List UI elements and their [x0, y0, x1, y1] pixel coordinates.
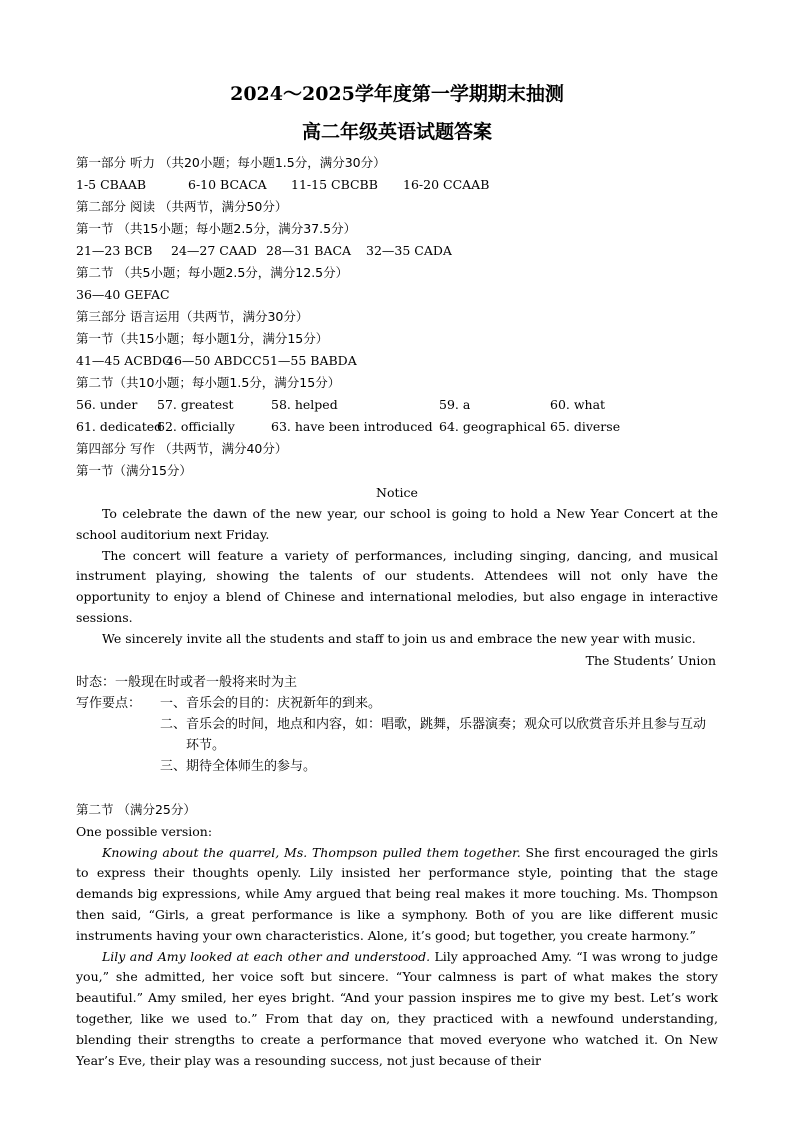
part1-heading: 第一部分 听力 （共20小题；每小题1.5分，满分30分） — [76, 155, 386, 170]
points-label: 写作要点： — [76, 695, 142, 711]
fill-answer: 62. officially — [157, 419, 235, 434]
answer-group: 21—23 BCB — [76, 243, 153, 258]
writing-point — [76, 714, 718, 756]
answer-group: 51—55 BABDA — [262, 353, 357, 368]
answer-group: 32—35 CADA — [366, 243, 452, 258]
answer-group: 6-10 BCACA — [188, 177, 267, 192]
fill-answer: 58. helped — [271, 397, 338, 412]
fill-answers-row2 — [76, 416, 718, 438]
story-body: She first encouraged the girls to express their thoughts openly. Lily insisted her performance style, pointing that the stage demands big expressions, while Amy argued that being real makes it more touching. Ms. Thompson then said, “Girls, a great performance is like a symphony. Both of you are like different music instruments having your own characteristics. Alone, it’s good; but together, you create harmony.” — [76, 844, 719, 943]
part3-section1-answers — [76, 350, 718, 372]
part3-section1-heading: 第一节（共15小题；每小题1分，满分15分） — [76, 331, 329, 346]
fill-answer: 56. under — [76, 397, 138, 412]
part2-section1-answers — [76, 240, 718, 262]
writing-point — [76, 756, 718, 777]
fill-answer: 60. what — [550, 397, 606, 412]
part3-section2-heading: 第二节（共10小题；每小题1.5分，满分15分） — [76, 375, 341, 390]
part4-heading: 第四部分 写作 （共两节，满分40分） — [76, 441, 288, 456]
writing-point — [76, 693, 718, 714]
fill-answer: 63. have been introduced — [271, 419, 433, 434]
fill-answer: 61. dedicated — [76, 419, 163, 434]
story-lead-sentence: Lily and Amy looked at each other and understood. — [102, 948, 431, 964]
part4-section2-heading: 第二节 （满分25分） — [76, 801, 196, 817]
answer-group: 16-20 CCAAB — [403, 177, 490, 192]
fill-answer: 57. greatest — [157, 397, 234, 412]
part1-answers — [76, 174, 718, 196]
answer-group: 41—45 ACBDC — [76, 353, 172, 368]
part2-section1-heading: 第一节 （共15小题；每小题2.5分，满分37.5分） — [76, 221, 357, 236]
part2-section2-answers: 36—40 GEFAC — [76, 287, 170, 302]
notice-signoff: The Students’ Union — [585, 652, 716, 668]
fill-answer: 64. geographical — [439, 419, 546, 434]
point-text: 三、期待全体师生的参与。 — [160, 758, 317, 774]
answer-group: 11-15 CBCBB — [291, 177, 378, 192]
part3-heading: 第三部分 语言运用（共两节，满分30分） — [76, 309, 309, 324]
story-lead-sentence: Knowing about the quarrel, Ms. Thompson pulled them together. — [102, 844, 521, 860]
point-text: 二、音乐会的时间，地点和内容，如：唱歌，跳舞，乐器演奏；观众可以欣赏音乐并且参与互动环节。 — [160, 716, 707, 753]
notice-paragraph: To celebrate the dawn of the new year, our school is going to hold a New Year Concert at the school auditorium next Friday. — [76, 506, 718, 542]
story-paragraph — [76, 843, 718, 947]
part4-section1-heading: 第一节（满分15分） — [76, 463, 192, 478]
part2-heading: 第二部分 阅读 （共两节，满分50分） — [76, 199, 288, 214]
writing-guidance — [76, 672, 718, 777]
version-label: One possible version: — [76, 823, 213, 839]
story-body: Lily approached Amy. “I was wrong to judge you,” she admitted, her voice soft but sincere. “Your calmness is part of what makes the story beautiful.” Amy smiled, her eyes bright. “And your passion inspires me to give my best. Let’s work together, like we used to.” From that day on, they practiced with a newfound understanding, blending their strengths to create a performance that moved everyone who watched it. On New Year’s Eve, their play was a resounding success, not just because of their — [76, 948, 718, 1068]
answer-group: 1-5 CBAAB — [76, 177, 147, 192]
part2-section2-heading: 第二节 （共5小题；每小题2.5分，满分12.5分） — [76, 265, 349, 280]
exam-title: 2024～2025学年度第一学期期末抽测 — [230, 83, 564, 105]
fill-answer: 65. diverse — [550, 419, 621, 434]
tense-note: 时态：一般现在时或者一般将来时为主 — [76, 674, 298, 690]
notice-paragraph: We sincerely invite all the students and staff to join us and embrace the new year with music. — [102, 630, 696, 646]
fill-answer: 59. a — [439, 397, 471, 412]
answer-group: 46—50 ABDCC — [166, 353, 262, 368]
notice-paragraph: The concert will feature a variety of performances, including singing, dancing, and musical instrument playing, showing the talents of our students. Attendees will not only have the opportunity to enjoy a blend of Chinese and international melodies, but also engage in interactive sessions. — [76, 547, 718, 625]
point-text: 一、音乐会的目的：庆祝新年的到来。 — [160, 695, 382, 711]
answer-sheet-page — [76, 80, 718, 1071]
exam-subtitle: 高二年级英语试题答案 — [301, 121, 492, 143]
notice-title: Notice — [376, 485, 418, 500]
fill-answers-row1 — [76, 394, 718, 416]
story-paragraph — [76, 947, 718, 1072]
answer-group: 28—31 BACA — [266, 243, 352, 258]
answer-group: 24—27 CAAD — [171, 243, 257, 258]
